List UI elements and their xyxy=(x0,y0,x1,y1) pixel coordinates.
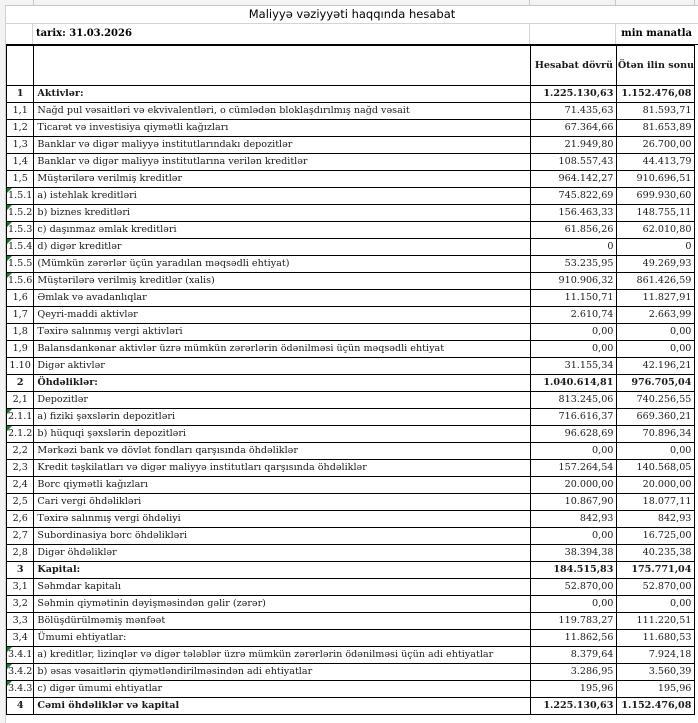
row-number-cell[interactable]: 2 xyxy=(7,375,34,392)
previous-value-cell[interactable]: 195,96 xyxy=(617,681,695,698)
previous-value-cell[interactable]: 976.705,04 xyxy=(617,375,695,392)
row-label-cell[interactable]: a) kreditlər, lizinqlər və digər tələblər üzrə mümkün zərərlərin ödənilməsi üçün adi ehtiyatlar xyxy=(34,647,531,664)
row-label-cell[interactable]: c) daşınmaz əmlak kreditləri xyxy=(34,222,531,239)
table-row xyxy=(7,103,695,120)
row-label-cell[interactable]: b) biznes kreditləri xyxy=(34,205,531,222)
previous-value-cell[interactable]: 0,00 xyxy=(617,324,695,341)
row-number-cell[interactable]: 2,8 xyxy=(7,545,34,562)
error-indicator-icon xyxy=(7,188,12,193)
table-row xyxy=(7,664,695,681)
current-value-cell[interactable]: 67.364,66 xyxy=(531,120,617,137)
error-indicator-icon xyxy=(7,409,12,414)
row-number-cell[interactable]: 3,2 xyxy=(7,596,34,613)
current-value-cell[interactable]: 745.822,69 xyxy=(531,188,617,205)
previous-value-cell[interactable]: 175.771,04 xyxy=(617,562,695,579)
previous-value-cell[interactable]: 26.700,00 xyxy=(617,137,695,154)
header-current-period: Hesabat dövrü xyxy=(531,46,617,86)
current-value-cell[interactable]: 184.515,83 xyxy=(531,562,617,579)
current-value-cell[interactable]: 0,00 xyxy=(531,596,617,613)
row-label-cell[interactable]: Depozitlər xyxy=(34,392,531,409)
row-label-cell[interactable]: Cəmi öhdəliklər və kapital xyxy=(34,698,531,715)
row-label-cell[interactable]: Səhmdar kapitalı xyxy=(34,579,531,596)
current-value-cell[interactable]: 61.856,26 xyxy=(531,222,617,239)
row-number-cell[interactable]: 2,6 xyxy=(7,511,34,528)
row-number-cell[interactable]: 1.10 xyxy=(7,358,34,375)
previous-value-cell[interactable]: 7.924,18 xyxy=(617,647,695,664)
previous-value-cell[interactable]: 740.256,55 xyxy=(617,392,695,409)
table-row xyxy=(7,324,695,341)
current-value-cell[interactable]: 0,00 xyxy=(531,528,617,545)
current-value-cell[interactable]: 813.245,06 xyxy=(531,392,617,409)
row-label-cell[interactable]: Kredit təşkilatları və digər maliyyə institutları qarşısında öhdəliklər xyxy=(34,460,531,477)
row-label-cell[interactable]: Balansdankənar aktivlər üzrə mümkün zərərlərin ödənilməsi üçün məqsədli ehtiyat xyxy=(34,341,531,358)
table-row xyxy=(7,494,695,511)
row-number-cell[interactable]: 1.5.4 xyxy=(7,239,34,256)
row-label-cell[interactable]: Qeyri-maddi aktivlər xyxy=(34,307,531,324)
error-indicator-icon xyxy=(7,681,12,686)
row-label-cell[interactable]: Digər aktivlər xyxy=(34,358,531,375)
table-row xyxy=(7,137,695,154)
previous-value-cell[interactable]: 49.269,93 xyxy=(617,256,695,273)
row-label-cell[interactable]: a) fiziki şəxslərin depozitləri xyxy=(34,409,531,426)
row-number-cell[interactable]: 3,3 xyxy=(7,613,34,630)
row-number-cell[interactable]: 2,4 xyxy=(7,477,34,494)
row-label-cell[interactable]: Mərkəzi bank və dövlət fondları qarşısında öhdəliklər xyxy=(34,443,531,460)
current-value-cell[interactable]: 119.783,27 xyxy=(531,613,617,630)
previous-value-cell[interactable]: 140.568,05 xyxy=(617,460,695,477)
table-row xyxy=(7,460,695,477)
current-value-cell[interactable]: 52.870,00 xyxy=(531,579,617,596)
table-row xyxy=(7,307,695,324)
row-label-cell[interactable]: Səhmin qiymətinin dəyişməsindən gəlir (zərər) xyxy=(34,596,531,613)
current-value-cell[interactable]: 3.286,95 xyxy=(531,664,617,681)
current-value-cell[interactable]: 716.616,37 xyxy=(531,409,617,426)
previous-value-cell[interactable]: 861.426,59 xyxy=(617,273,695,290)
row-number-cell[interactable]: 2.1.2 xyxy=(7,426,34,443)
row-label-cell[interactable]: Ümumi ehtiyatlar: xyxy=(34,630,531,647)
row-label-cell[interactable]: b) hüquqi şəxslərin depozitləri xyxy=(34,426,531,443)
previous-value-cell[interactable]: 70.896,34 xyxy=(617,426,695,443)
previous-value-cell[interactable]: 1.152.476,08 xyxy=(617,86,695,103)
row-number-cell[interactable]: 2,7 xyxy=(7,528,34,545)
table-row xyxy=(7,562,695,579)
row-number-cell[interactable]: 3 xyxy=(7,562,34,579)
unit-label: min manatla xyxy=(621,28,692,39)
table-row xyxy=(7,222,695,239)
row-number-cell[interactable]: 1.5.5 xyxy=(7,256,34,273)
error-indicator-icon xyxy=(7,256,12,261)
row-label-cell[interactable]: Kapital: xyxy=(34,562,531,579)
previous-value-cell[interactable]: 40.235,38 xyxy=(617,545,695,562)
error-indicator-icon xyxy=(7,664,12,669)
current-value-cell[interactable]: 964.142,27 xyxy=(531,171,617,188)
row-label-cell[interactable]: Banklar və digər maliyyə institutlarına verilən kreditlər xyxy=(34,154,531,171)
current-value-cell[interactable]: 11.150,71 xyxy=(531,290,617,307)
row-label-cell[interactable]: Müştərilərə verilmiş kreditlər xyxy=(34,171,531,188)
table-row xyxy=(7,647,695,664)
row-label-cell[interactable]: d) digər kreditlər xyxy=(34,239,531,256)
current-value-cell[interactable]: 20.000,00 xyxy=(531,477,617,494)
current-value-cell[interactable]: 96.628,69 xyxy=(531,426,617,443)
previous-value-cell[interactable]: 81.653,89 xyxy=(617,120,695,137)
current-value-cell[interactable]: 53.235,95 xyxy=(531,256,617,273)
table-row xyxy=(7,528,695,545)
report-date: tarix: 31.03.2026 xyxy=(36,28,132,39)
current-value-cell[interactable]: 1.225.130,63 xyxy=(531,86,617,103)
previous-value-cell[interactable]: 669.360,21 xyxy=(617,409,695,426)
row-number-cell[interactable]: 1 xyxy=(7,86,34,103)
current-value-cell[interactable]: 71.435,63 xyxy=(531,103,617,120)
error-indicator-icon xyxy=(7,205,12,210)
current-value-cell[interactable]: 910.906,32 xyxy=(531,273,617,290)
table-row xyxy=(7,545,695,562)
error-indicator-icon xyxy=(7,222,12,227)
table-row xyxy=(7,273,695,290)
balance-sheet-table xyxy=(6,45,695,715)
table-row xyxy=(7,188,695,205)
row-number-cell[interactable]: 3.4.2 xyxy=(7,664,34,681)
row-number-cell[interactable]: 2,3 xyxy=(7,460,34,477)
current-value-cell[interactable]: 10.867,90 xyxy=(531,494,617,511)
row-number-cell[interactable]: 1,2 xyxy=(7,120,34,137)
previous-value-cell[interactable]: 2.663,99 xyxy=(617,307,695,324)
header-num-cell xyxy=(7,46,34,86)
current-value-cell[interactable]: 195,96 xyxy=(531,681,617,698)
row-label-cell[interactable]: Bölüşdürülməmiş mənfəət xyxy=(34,613,531,630)
previous-value-cell[interactable]: 62.010,80 xyxy=(617,222,695,239)
row-number-cell[interactable]: 1.5.6 xyxy=(7,273,34,290)
date-row xyxy=(6,24,698,45)
table-row xyxy=(7,579,695,596)
row-number-cell[interactable]: 2.1.1 xyxy=(7,409,34,426)
table-row xyxy=(7,120,695,137)
row-number-cell[interactable]: 1,3 xyxy=(7,137,34,154)
error-indicator-icon xyxy=(7,647,12,652)
table-row xyxy=(7,511,695,528)
current-value-cell[interactable]: 156.463,33 xyxy=(531,205,617,222)
previous-value-cell[interactable]: 11.827,91 xyxy=(617,290,695,307)
row-number-cell[interactable]: 4 xyxy=(7,698,34,715)
row-label-cell[interactable]: Banklar və digər maliyyə institutlarındakı depozitlər xyxy=(34,137,531,154)
previous-value-cell[interactable]: 18.077,11 xyxy=(617,494,695,511)
report-title: Maliyyə vəziyyəti haqqında hesabat xyxy=(6,6,698,24)
row-number-cell[interactable]: 1,5 xyxy=(7,171,34,188)
row-number-cell[interactable]: 1,8 xyxy=(7,324,34,341)
row-label-cell[interactable]: Cari vergi öhdəlikləri xyxy=(34,494,531,511)
table-row xyxy=(7,239,695,256)
previous-value-cell[interactable]: 0,00 xyxy=(617,596,695,613)
table-header-row xyxy=(7,46,695,86)
row-label-cell[interactable]: c) digər ümumi ehtiyatlar xyxy=(34,681,531,698)
row-number-cell[interactable]: 3.4.3 xyxy=(7,681,34,698)
table-row xyxy=(7,443,695,460)
table-row xyxy=(7,409,695,426)
header-previous-year-end: Ötən ilin sonu xyxy=(617,46,695,86)
empty-row xyxy=(6,718,698,723)
table-row xyxy=(7,596,695,613)
table-row xyxy=(7,171,695,188)
row-label-cell[interactable]: Əmlak və avadanlıqlar xyxy=(34,290,531,307)
table-row xyxy=(7,630,695,647)
row-label-cell[interactable]: Digər öhdəliklər xyxy=(34,545,531,562)
previous-value-cell[interactable]: 1.152.476,08 xyxy=(617,698,695,715)
row-label-cell[interactable]: Ticarət və investisiya qiymətli kağızları xyxy=(34,120,531,137)
current-value-cell[interactable]: 0,00 xyxy=(531,341,617,358)
row-number-cell[interactable]: 2,2 xyxy=(7,443,34,460)
row-label-cell[interactable]: Nağd pul vəsaitləri və ekvivalentləri, o cümlədən bloklaşdırılmış nağd vəsait xyxy=(34,103,531,120)
row-number-cell[interactable]: 2,1 xyxy=(7,392,34,409)
previous-value-cell[interactable]: 11.680,53 xyxy=(617,630,695,647)
error-indicator-icon xyxy=(7,273,12,278)
row-number-cell[interactable]: 1.5.2 xyxy=(7,205,34,222)
table-row xyxy=(7,290,695,307)
previous-value-cell[interactable]: 910.696,51 xyxy=(617,171,695,188)
error-indicator-icon xyxy=(7,239,12,244)
current-value-cell[interactable]: 38.394,38 xyxy=(531,545,617,562)
current-value-cell[interactable]: 157.264,54 xyxy=(531,460,617,477)
row-number-cell[interactable]: 3,1 xyxy=(7,579,34,596)
row-number-cell[interactable]: 1,1 xyxy=(7,103,34,120)
table-row xyxy=(7,341,695,358)
current-value-cell[interactable]: 1.225.130,63 xyxy=(531,698,617,715)
previous-value-cell[interactable]: 44.413,79 xyxy=(617,154,695,171)
previous-value-cell[interactable]: 0,00 xyxy=(617,341,695,358)
table-row xyxy=(7,86,695,103)
current-value-cell[interactable]: 11.862,56 xyxy=(531,630,617,647)
row-number-cell[interactable]: 1,7 xyxy=(7,307,34,324)
row-number-cell[interactable]: 1,9 xyxy=(7,341,34,358)
current-value-cell[interactable]: 21.949,80 xyxy=(531,137,617,154)
table-row xyxy=(7,613,695,630)
previous-value-cell[interactable]: 842,93 xyxy=(617,511,695,528)
row-label-cell[interactable]: a) istehlak kreditləri xyxy=(34,188,531,205)
table-row xyxy=(7,477,695,494)
row-label-cell[interactable]: b) əsas vəsaitlərin qiymətləndirilməsindən adi ehtiyatlar xyxy=(34,664,531,681)
table-row xyxy=(7,681,695,698)
total-row xyxy=(7,698,695,715)
current-value-cell[interactable]: 1.040.614,81 xyxy=(531,375,617,392)
previous-value-cell[interactable]: 20.000,00 xyxy=(617,477,695,494)
error-indicator-icon xyxy=(7,426,12,431)
row-number-cell[interactable]: 1.5.3 xyxy=(7,222,34,239)
header-label-cell xyxy=(34,46,531,86)
table-row xyxy=(7,358,695,375)
current-value-cell[interactable]: 108.557,43 xyxy=(531,154,617,171)
current-value-cell[interactable]: 0,00 xyxy=(531,443,617,460)
current-value-cell[interactable]: 31.155,34 xyxy=(531,358,617,375)
row-number-cell[interactable]: 3,4 xyxy=(7,630,34,647)
table-row xyxy=(7,154,695,171)
row-label-cell[interactable]: Müştərilərə verilmiş kreditlər (xalis) xyxy=(34,273,531,290)
previous-value-cell[interactable]: 81.593,71 xyxy=(617,103,695,120)
row-label-cell[interactable]: (Mümkün zərərlər üçün yaradılan məqsədli ehtiyat) xyxy=(34,256,531,273)
previous-value-cell[interactable]: 148.755,11 xyxy=(617,205,695,222)
row-number-cell[interactable]: 3.4.1 xyxy=(7,647,34,664)
row-label-cell[interactable]: Təxirə salınmış vergi aktivləri xyxy=(34,324,531,341)
current-value-cell[interactable]: 8.379,64 xyxy=(531,647,617,664)
row-label-cell[interactable]: Borc qiymətli kağızları xyxy=(34,477,531,494)
row-number-cell[interactable]: 1,6 xyxy=(7,290,34,307)
previous-value-cell[interactable]: 42.196,21 xyxy=(617,358,695,375)
previous-value-cell[interactable]: 699.930,60 xyxy=(617,188,695,205)
current-value-cell[interactable]: 842,93 xyxy=(531,511,617,528)
previous-value-cell[interactable]: 111.220,51 xyxy=(617,613,695,630)
table-row xyxy=(7,256,695,273)
previous-value-cell[interactable]: 0,00 xyxy=(617,443,695,460)
current-value-cell[interactable]: 0 xyxy=(531,239,617,256)
row-label-cell[interactable]: Subordinasiya borc öhdəlikləri xyxy=(34,528,531,545)
row-label-cell[interactable]: Aktivlər: xyxy=(34,86,531,103)
row-label-cell[interactable]: Öhdəliklər: xyxy=(34,375,531,392)
table-row xyxy=(7,392,695,409)
table-row xyxy=(7,375,695,392)
row-number-cell[interactable]: 1,4 xyxy=(7,154,34,171)
previous-value-cell[interactable]: 0 xyxy=(617,239,695,256)
previous-value-cell[interactable]: 52.870,00 xyxy=(617,579,695,596)
table-row xyxy=(7,205,695,222)
current-value-cell[interactable]: 2.610,74 xyxy=(531,307,617,324)
row-number-cell[interactable]: 1.5.1 xyxy=(7,188,34,205)
current-value-cell[interactable]: 0,00 xyxy=(531,324,617,341)
row-label-cell[interactable]: Təxirə salınmış vergi öhdəliyi xyxy=(34,511,531,528)
table-row xyxy=(7,426,695,443)
row-number-cell[interactable]: 2,5 xyxy=(7,494,34,511)
previous-value-cell[interactable]: 3.560,39 xyxy=(617,664,695,681)
previous-value-cell[interactable]: 16.725,00 xyxy=(617,528,695,545)
